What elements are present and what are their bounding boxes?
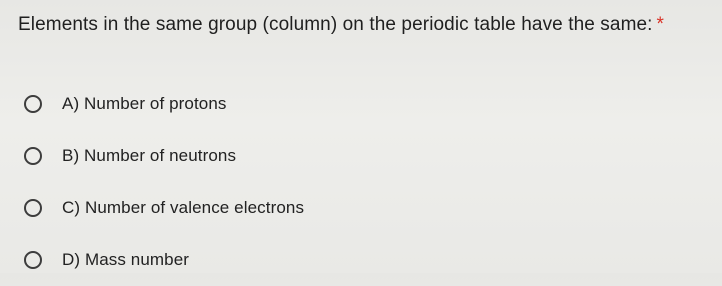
required-asterisk: * xyxy=(656,14,665,35)
option-label-c: C) Number of valence electrons xyxy=(62,198,305,217)
option-label-b: B) Number of neutrons xyxy=(62,146,237,165)
option-a[interactable] xyxy=(24,78,704,130)
radio-button-a[interactable] xyxy=(24,95,42,113)
radio-group xyxy=(24,78,704,286)
option-label-d: D) Mass number xyxy=(62,250,190,269)
option-d[interactable] xyxy=(24,234,704,286)
option-c[interactable] xyxy=(24,182,704,234)
option-b[interactable] xyxy=(24,130,704,182)
question-title xyxy=(18,13,718,37)
question-text: Elements in the same group (column) on the periodic table have the same: xyxy=(18,14,653,35)
radio-button-d[interactable] xyxy=(24,251,42,269)
radio-button-b[interactable] xyxy=(24,147,42,165)
option-label-a: A) Number of protons xyxy=(62,94,227,113)
radio-button-c[interactable] xyxy=(24,199,42,217)
